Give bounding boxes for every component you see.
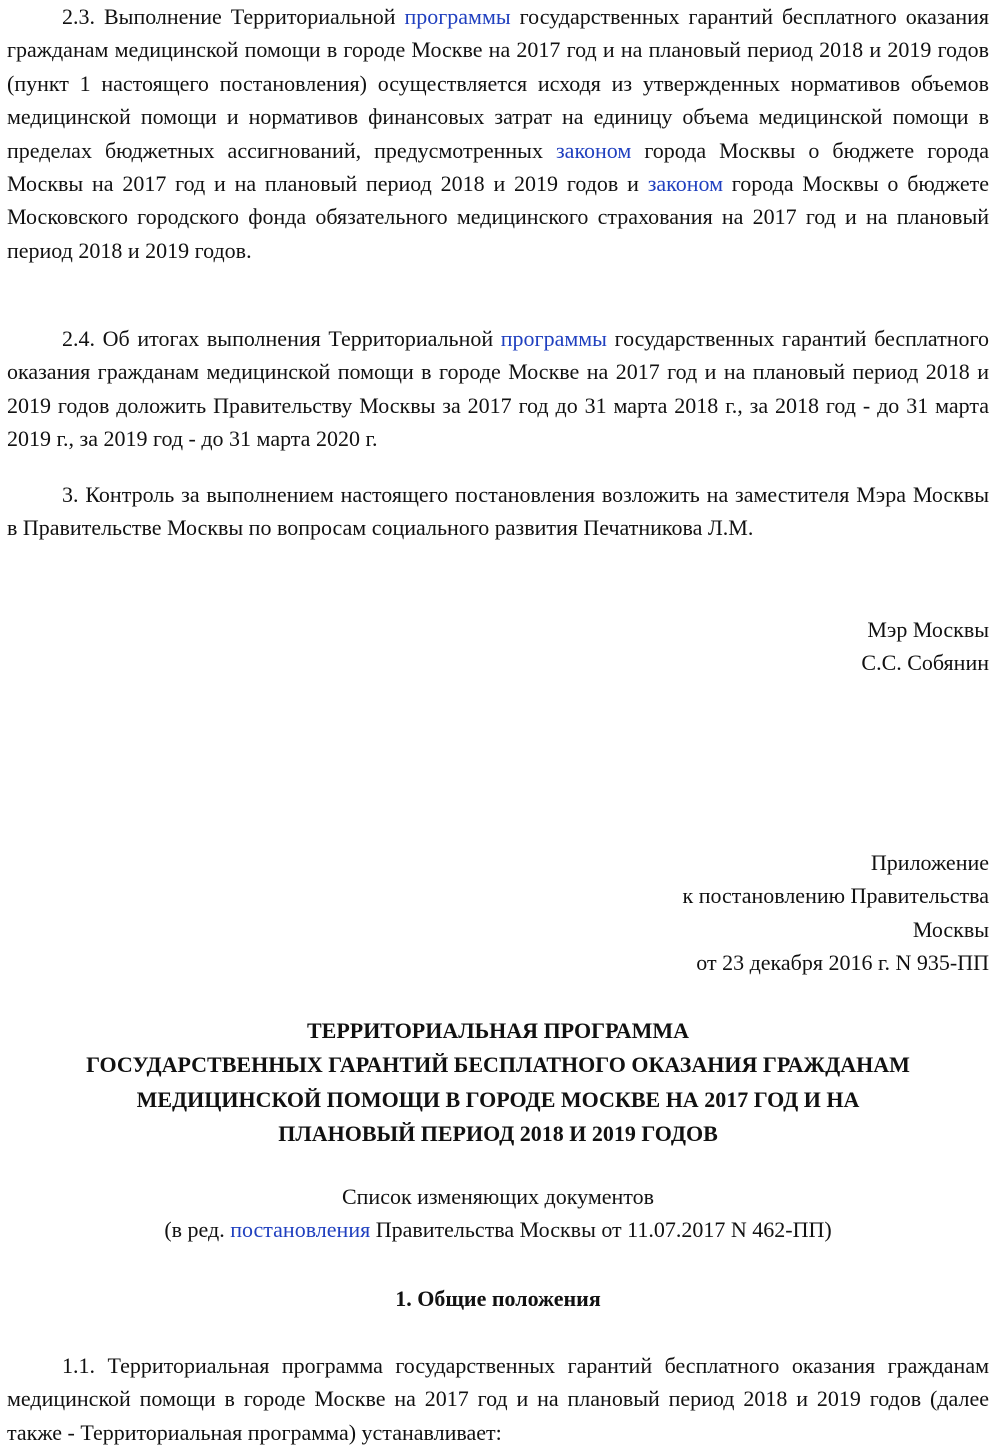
- title-line-2: ГОСУДАРСТВЕННЫХ ГАРАНТИЙ БЕСПЛАТНОГО ОКАЗАНИЯ ГРАЖДАНАМ: [86, 1052, 910, 1078]
- paragraph-2-4: [7, 322, 989, 456]
- signature-position: Мэр Москвы: [867, 617, 989, 642]
- changes-heading: Список изменяющих документов: [341, 1184, 654, 1209]
- changes-block: [7, 1180, 989, 1247]
- paragraph-3: 3. Контроль за выполнением настоящего постановления возложить на заместителя Мэра Москвы в Правительстве Москвы по вопросам социального развития Печатникова Л.М.: [7, 482, 989, 541]
- link-zakon-budget-fund[interactable]: законом: [647, 171, 723, 197]
- signature-block: [7, 613, 989, 680]
- appendix-line-3: Москвы: [912, 916, 989, 942]
- changes-suffix: Правительства Москвы от 11.07.2017 N 462-ПП): [370, 1217, 832, 1243]
- appendix-line-2: к постановлению Правительства: [682, 883, 989, 909]
- link-programma[interactable]: программы: [404, 4, 511, 29]
- paragraph-1-1: 1.1. Территориальная программа государственных гарантий бесплатного оказания гражданам медицинской помощи в городе Москве на 2017 год и на плановый период 2018 и 2019 годов (далее также - Территориальная программа) устанавливает:: [7, 1353, 989, 1445]
- section-1-heading: 1. Общие положения: [395, 1286, 601, 1311]
- appendix-line-4: от 23 декабря 2016 г. N 935-ПП: [696, 950, 989, 976]
- changes-reference: [7, 1213, 989, 1246]
- paragraph-2-3-text-c: города Москвы о бюджете города Москвы на 2017 год и на плановый период 2018 и 2019 годов и: [7, 137, 989, 197]
- link-zakon-budget-city[interactable]: законом: [555, 137, 632, 163]
- appendix-header: [7, 846, 989, 980]
- appendix-line-1: Приложение: [870, 850, 989, 875]
- paragraph-2-4-text-a: 2.4. Об итогах выполнения Территориальной: [62, 326, 501, 351]
- paragraph-2-3-text-d: города Москвы о бюджете Московского городского фонда обязательного медицинского страхования на 2017 год и на плановый период 2018 и 2019 годов.: [7, 171, 989, 263]
- paragraph-2-4-text-b: государственных гарантий бесплатного оказания гражданам медицинской помощи в городе Москве на 2017 год и на плановый период 2018 и 2019 годов доложить Правительству Москвы за 2017 год до 31 марта 2018 г., за 2018 год - до 31 марта 2019 г., за 2019 год - до 31 марта 2020 г.: [7, 326, 989, 452]
- changes-prefix: (в ред.: [164, 1217, 231, 1243]
- title-line-3: МЕДИЦИНСКОЙ ПОМОЩИ В ГОРОДЕ МОСКВЕ НА 2017 ГОД И НА: [136, 1086, 860, 1112]
- link-postanovlenie[interactable]: постановления: [230, 1217, 371, 1243]
- title-line-4: ПЛАНОВЫЙ ПЕРИОД 2018 И 2019 ГОДОВ: [278, 1120, 718, 1146]
- paragraph-2-3: [7, 0, 989, 267]
- paragraph-2-3-text-a: 2.3. Выполнение Территориальной: [62, 4, 405, 29]
- paragraph-2-3-text-b: государственных гарантий бесплатного оказания гражданам медицинской помощи в городе Москве на 2017 год и на плановый период 2018 и 2019 годов (пункт 1 настоящего постановления) осуществляется исходя из утвержденных нормативов объемов медицинской помощи и нормативов финансовых затрат на единицу объема медицинской помощи в пределах бюджетных ассигнований, предусмотренных: [7, 4, 989, 163]
- document-title: [7, 1014, 989, 1151]
- title-line-1: ТЕРРИТОРИАЛЬНАЯ ПРОГРАММА: [306, 1018, 690, 1043]
- signature-name: С.С. Собянин: [861, 650, 989, 676]
- link-programma-2[interactable]: программы: [500, 326, 607, 351]
